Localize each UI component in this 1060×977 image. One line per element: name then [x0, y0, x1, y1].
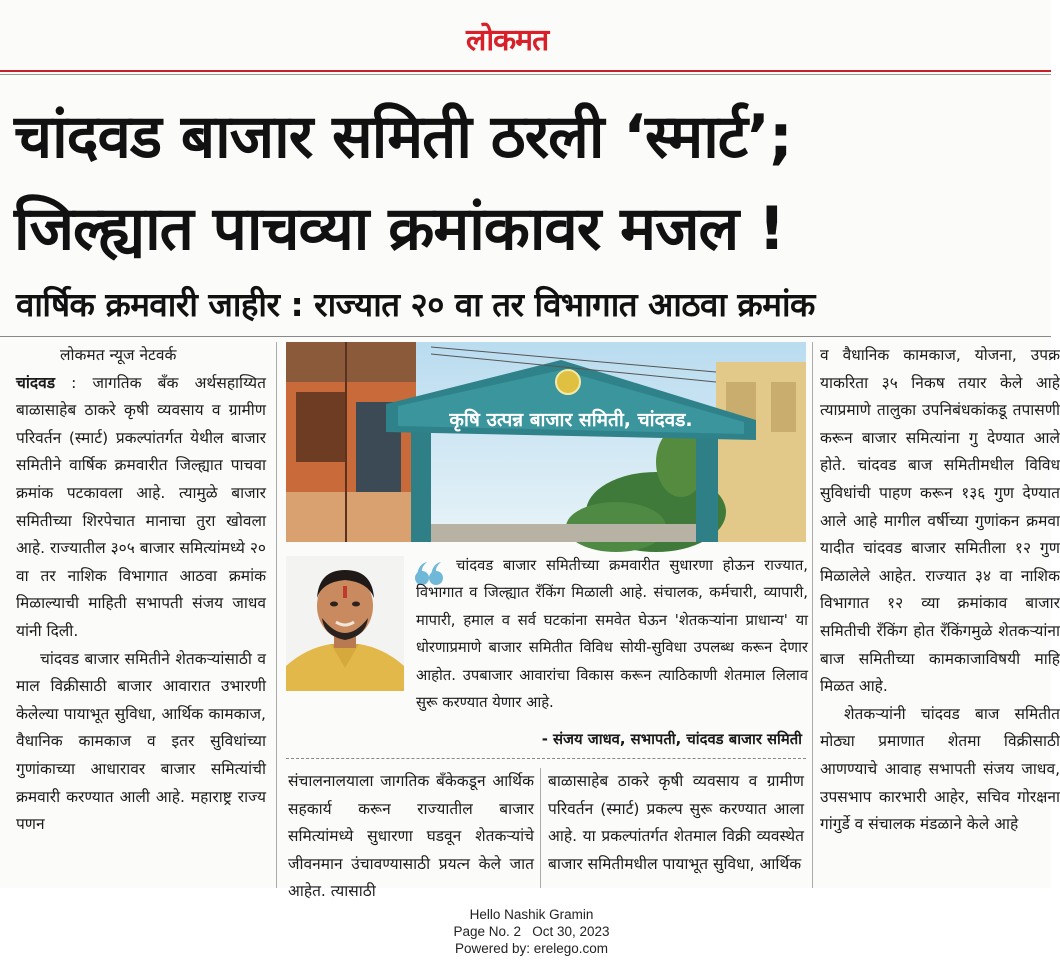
column-1-paragraph-2: चांदवड बाजार समितीने शेतकऱ्यांसाठी व माल विक्रीसाठी बाजार आवारात उभारणी केलेल्या पायाभूत सुविधा, आर्थिक कामकाज, वैधानिक कामकाज व इतर सुविधांच्या गुणांकाच्या आधारावर बाजार समित्यांची क्रमवारी करण्यात आली आहे. महाराष्ट्र राज्य पणन	[16, 649, 266, 834]
lokmat-logo: लोकमत	[466, 23, 549, 58]
quote-attribution: - संजय जाधव, सभापती, चांदवड बाजार समिती	[541, 731, 802, 748]
chairman-quote: चांदवड बाजार समितीच्या क्रमवारीत सुधारणा होऊन राज्यात, विभागात व जिल्ह्यात रँकिंग मिळाली आहे. संचालक, कर्मचारी, व्यापारी, मापारी, हमाल व सर्व घटकांना समवेत घेऊन 'शेतकऱ्यांना प्राधान्य' या धोरणाप्रमाणे बाजार समितीत विविध सोयी-सुविधा उपलब्ध करून देणार आहोत. उपबाजार आवारांचा विकास करून त्याठिकाणी शेतमाल लिलाव सुरू करण्यात येणार आहे.	[416, 557, 808, 712]
column-2a-text: संचालनालयाला जागतिक बँकेकडून आर्थिक सहकार्य करून राज्यातील बाजार समित्यांमध्ये सुधारणा घडवून शेतकऱ्यांचे जीवनमान उंचावण्यासाठी प्रयत्न केले जात आहेत. त्यासाठी	[288, 772, 534, 901]
article-column-3	[820, 342, 1060, 839]
chairman-portrait-illustration	[286, 556, 404, 691]
edition-footer	[0, 906, 1051, 957]
masthead	[0, 0, 1051, 72]
byline: लोकमत न्यूज नेटवर्क	[60, 346, 177, 364]
chairman-portrait	[286, 556, 404, 691]
column-3-paragraph-2: शेतकऱ्यांनी चांदवड बाज समितीत मोठ्या प्रमाणात शेतमा विक्रीसाठी आणण्याचे आवाह सभापती संजय जाधव, उपसभाप कारभारी आहेर, सचिव गोरक्षना गांगुर्डे व संचालक मंडळाने केले आहे	[820, 704, 1060, 834]
gate-sign-text: कृषि उत्पन्न बाजार समिती, चांदवड.	[449, 409, 693, 431]
market-gate-illustration	[286, 342, 806, 542]
headline-line-1: चांदवड बाजार समिती ठरली ‘स्मार्ट’;	[14, 102, 792, 172]
column-divider-mid	[540, 768, 541, 888]
masthead-grey-rule	[0, 74, 1051, 75]
column-1-paragraph-1-text: : जागतिक बँक अर्थसहाय्यित बाळासाहेब ठाकरे कृषी व्यवसाय व ग्रामीण परिवर्तन (स्मार्ट) प्रकल्पांतर्गत येथील बाजार समितीने वार्षिक क्रमवारीत जिल्ह्यात पाचवा क्रमांक पटकावला आहे. त्यामुळे बाजार समितीच्या शिरपेचात मानाचा तुरा खोवला आहे. राज्यातील ३०५ बाजार समित्यांमध्ये २० वा तर नाशिक विभागात आठवा क्रमांक मिळाल्याची माहिती सभापती संजय जाधव यांनी दिली.	[16, 373, 266, 640]
article-column-1	[16, 342, 266, 839]
subheadline: वार्षिक क्रमवारी जाहीर : राज्यात २० वा तर विभागात आठवा क्रमांक	[16, 285, 815, 324]
article-column-2a	[288, 768, 534, 906]
column-divider-1	[276, 342, 277, 888]
dateline: चांदवड	[16, 373, 55, 392]
footer-page-line	[12, 923, 1051, 940]
market-gate-photo	[286, 342, 806, 542]
article-column-2b	[548, 768, 804, 878]
subheadline-rule	[0, 336, 1051, 337]
footer-edition: Hello Nashik Gramin	[469, 907, 594, 922]
quote-divider	[286, 758, 806, 759]
footer-date: Oct 30, 2023	[532, 924, 610, 939]
masthead-red-rule	[0, 70, 1051, 72]
column-1-paragraph-1	[16, 370, 266, 646]
column-3-paragraph-1: व वैधानिक कामकाज, योजना, उपक्र याकरिता ३५ निकष तयार केले आहे त्याप्रमाणे तालुका उपनिबंधकांकडू तपासणी करून बाजार समित्यांना गु देण्यात आले होते. चांदवड बाज समितीमधील विविध सुविधांची पाहण करून १३६ गुण देण्यात आले आहे मागील वर्षीच्या गुणांकन क्रमवा यादीत चांदवड बाजार समितीला १२ गुण मिळालेले आहेत. राज्यात ३४ वा नाशिक विभागात १२ व्या क्रमांकाव बाजार समितीची रँकिंग होत रँकिंगमुळे शेतकऱ्यांना बाज समितीच्या कामकाजाविषयी माहि मिळत आहे.	[820, 346, 1060, 696]
column-2b-text: बाळासाहेब ठाकरे कृषी व्यवसाय व ग्रामीण परिवर्तन (स्मार्ट) प्रकल्प सुरू करण्यात आला आहे. या प्रकल्पांतर्गत शेतमाल विक्री व्यवस्थेत बाजार समितीमधील पायाभूत सुविधा, आर्थिक	[548, 772, 804, 873]
footer-page: Page No. 2	[453, 924, 521, 939]
column-divider-2	[812, 342, 813, 888]
footer-powered: Powered by: erelego.com	[454, 941, 609, 956]
headline-line-2: जिल्ह्यात पाचव्या क्रमांकावर मजल !	[14, 194, 785, 264]
